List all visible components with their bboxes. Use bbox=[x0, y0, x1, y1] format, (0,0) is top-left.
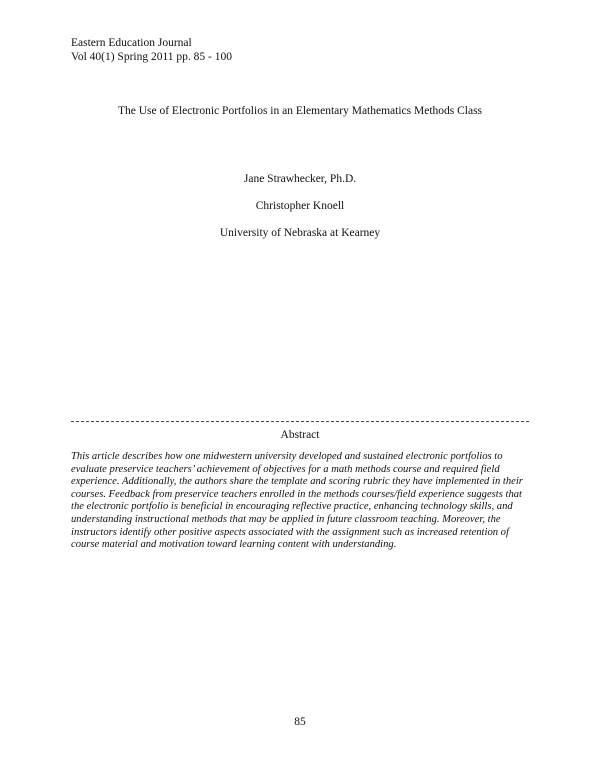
section-divider bbox=[71, 421, 529, 422]
abstract-text: This article describes how one midwestern university developed and sustained electronic portfolios to evaluate preservice teachers’ achievement of objectives for a math methods course and required field experience. Additionally, the authors share the template and scoring rubric they have implemented in their courses. Feedback from preservice teachers enrolled in the methods courses/field experience suggests that the electronic portfolio is beneficial in encouraging reflective practice, enhancing technology skills, and understanding instructional methods that may be applied in future classroom teaching. Moreover, the instructors identify other positive aspects associated with the assignment such as increased retention of course material and motivation toward learning content with understanding. bbox=[71, 451, 523, 551]
author-affiliation: University of Nebraska at Kearney bbox=[219, 227, 381, 239]
page-number: 85 bbox=[294, 716, 306, 728]
author-name: Christopher Knoell bbox=[255, 200, 345, 212]
journal-name: Eastern Education Journal bbox=[71, 37, 192, 49]
journal-header bbox=[71, 36, 232, 64]
abstract-heading: Abstract bbox=[280, 429, 320, 441]
article-title: The Use of Electronic Portfolios in an Elementary Mathematics Methods Class bbox=[117, 105, 483, 117]
journal-issue: Vol 40(1) Spring 2011 pp. 85 - 100 bbox=[71, 51, 232, 63]
author-name: Jane Strawhecker, Ph.D. bbox=[243, 173, 357, 185]
